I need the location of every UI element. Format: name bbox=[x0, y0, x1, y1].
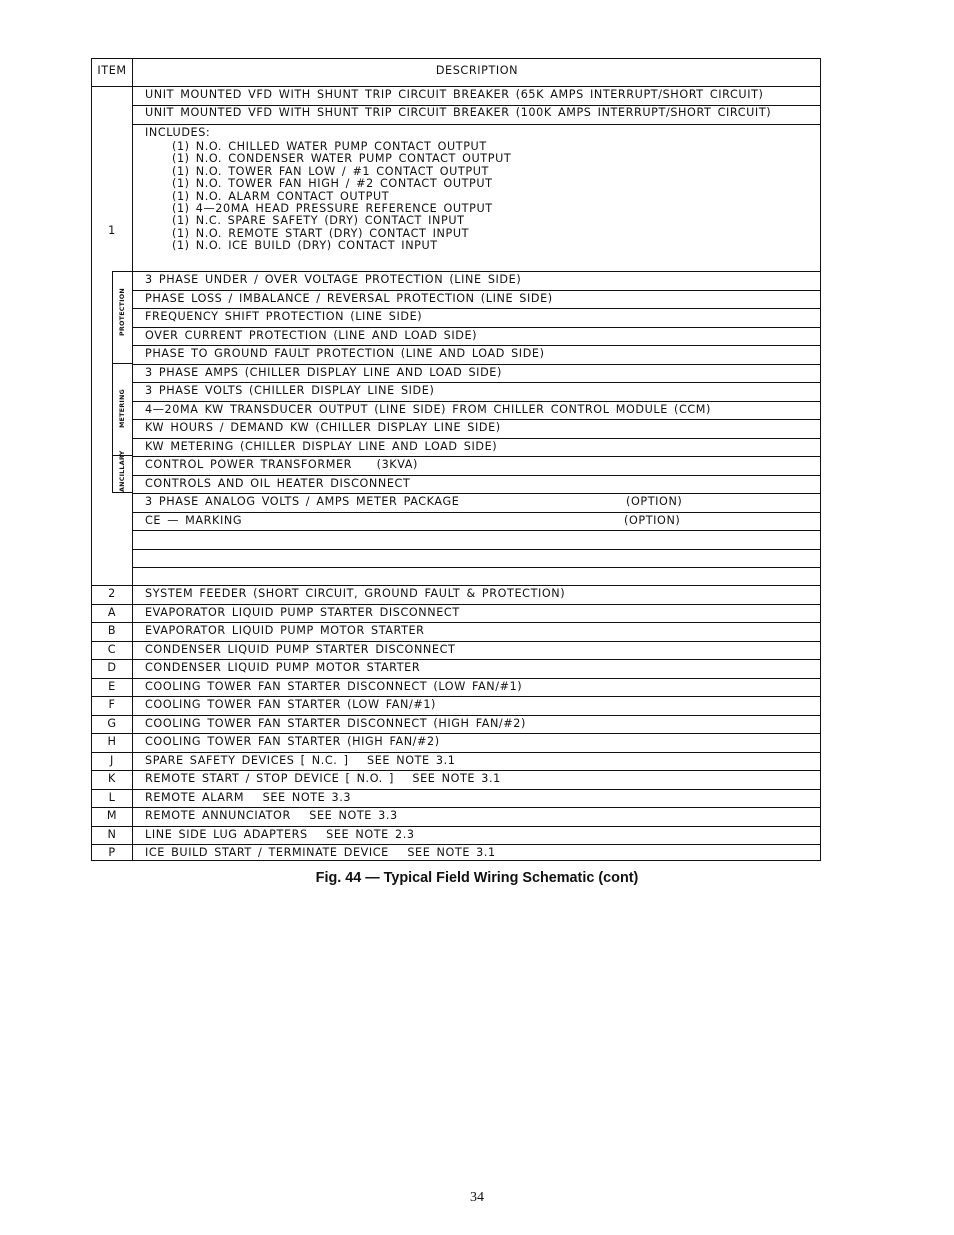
row-description: ICE BUILD START / TERMINATE DEVICE SEE NOTE 3.1 bbox=[145, 846, 496, 859]
row-description: COOLING TOWER FAN STARTER (HIGH FAN/#2) bbox=[145, 735, 440, 748]
row-item-code: E bbox=[108, 679, 116, 693]
feature-row: CE — MARKING bbox=[145, 513, 243, 527]
option-label: (OPTION) bbox=[624, 513, 681, 527]
row-item-code: H bbox=[107, 735, 117, 748]
option-label: (OPTION) bbox=[626, 495, 683, 508]
row-item-code: D bbox=[107, 661, 117, 674]
row-description: LINE SIDE LUG ADAPTERS SEE NOTE 2.3 bbox=[145, 827, 415, 841]
header-item: ITEM bbox=[97, 64, 127, 77]
header-description: DESCRIPTION bbox=[435, 64, 519, 77]
row-item-code: L bbox=[108, 790, 116, 804]
include-item: (1) N.O. ALARM CONTACT OUTPUT bbox=[172, 189, 390, 203]
includes-heading: INCLUDES: bbox=[145, 126, 211, 139]
row-item-code: C bbox=[107, 642, 117, 656]
feature-row: OVER CURRENT PROTECTION (LINE AND LOAD SIDE) bbox=[145, 328, 478, 342]
feature-row: PHASE LOSS / IMBALANCE / REVERSAL PROTECTION (LINE SIDE) bbox=[145, 291, 553, 305]
include-item: (1) 4—20MA HEAD PRESSURE REFERENCE OUTPUT bbox=[172, 202, 493, 215]
feature-row: KW METERING (CHILLER DISPLAY LINE AND LOAD SIDE) bbox=[145, 439, 498, 453]
row-item-code: F bbox=[108, 698, 116, 711]
include-item: (1) N.O. ICE BUILD (DRY) CONTACT INPUT bbox=[172, 239, 438, 253]
group-label-protection: PROTECTION bbox=[118, 288, 126, 336]
blank-row-divider bbox=[132, 567, 820, 568]
row-description: SYSTEM FEEDER (SHORT CIRCUIT, GROUND FAULT & PROTECTION) bbox=[145, 587, 566, 600]
row-vfd-100k: UNIT MOUNTED VFD WITH SHUNT TRIP CIRCUIT BREAKER (100K AMPS INTERRUPT/SHORT CIRCUIT) bbox=[145, 106, 772, 119]
row-description: EVAPORATOR LIQUID PUMP MOTOR STARTER bbox=[145, 624, 425, 637]
feature-row: CONTROLS AND OIL HEATER DISCONNECT bbox=[145, 476, 411, 490]
feature-row: 3 PHASE AMPS (CHILLER DISPLAY LINE AND LOAD SIDE) bbox=[145, 365, 502, 379]
group-bracket bbox=[112, 271, 113, 492]
feature-row: FREQUENCY SHIFT PROTECTION (LINE SIDE) bbox=[145, 310, 423, 323]
row-item-code: G bbox=[107, 716, 117, 730]
feature-row: 3 PHASE ANALOG VOLTS / AMPS METER PACKAGE bbox=[145, 495, 460, 508]
group-label-ancillary: ANCILLARY bbox=[118, 450, 126, 492]
row-item-code: B bbox=[107, 624, 117, 637]
row-item-code: K bbox=[108, 772, 116, 785]
feature-row: CONTROL POWER TRANSFORMER (3KVA) bbox=[145, 458, 418, 471]
row-description: COOLING TOWER FAN STARTER DISCONNECT (LOW FAN/#1) bbox=[145, 679, 523, 693]
blank-row-divider bbox=[132, 549, 820, 550]
row-description: REMOTE ALARM SEE NOTE 3.3 bbox=[145, 790, 352, 804]
section-divider bbox=[92, 585, 820, 586]
row-item-code: 2 bbox=[108, 587, 116, 600]
row-description: COOLING TOWER FAN STARTER DISCONNECT (HIGH FAN/#2) bbox=[145, 716, 526, 730]
row-item-code: M bbox=[106, 809, 118, 822]
row-description: EVAPORATOR LIQUID PUMP STARTER DISCONNECT bbox=[145, 605, 460, 619]
include-item: (1) N.O. TOWER FAN LOW / #1 CONTACT OUTPUT bbox=[172, 164, 489, 178]
feature-row: KW HOURS / DEMAND KW (CHILLER DISPLAY LINE SIDE) bbox=[145, 421, 501, 434]
page-number: 34 bbox=[470, 1190, 484, 1205]
row-description: CONDENSER LIQUID PUMP MOTOR STARTER bbox=[145, 661, 421, 674]
include-item: (1) N.O. REMOTE START (DRY) CONTACT INPUT bbox=[172, 226, 470, 240]
row-item-code: P bbox=[108, 846, 116, 859]
include-item: (1) N.C. SPARE SAFETY (DRY) CONTACT INPUT bbox=[172, 214, 465, 228]
row-item-code: N bbox=[107, 827, 117, 841]
row-description: SPARE SAFETY DEVICES [ N.C. ] SEE NOTE 3.1 bbox=[145, 753, 456, 767]
item-1-label: 1 bbox=[108, 224, 116, 237]
group-label-metering: METERING bbox=[118, 389, 126, 428]
feature-row: 3 PHASE UNDER / OVER VOLTAGE PROTECTION (LINE SIDE) bbox=[145, 273, 522, 286]
row-description: COOLING TOWER FAN STARTER (LOW FAN/#1) bbox=[145, 698, 437, 711]
row-item-code: J bbox=[110, 753, 114, 767]
row-description: REMOTE START / STOP DEVICE [ N.O. ] SEE NOTE 3.1 bbox=[145, 772, 501, 785]
include-item: (1) N.O. CHILLED WATER PUMP CONTACT OUTPUT bbox=[172, 140, 487, 153]
feature-row: 4—20MA KW TRANSDUCER OUTPUT (LINE SIDE) FROM CHILLER CONTROL MODULE (CCM) bbox=[145, 402, 712, 416]
include-item: (1) N.O. TOWER FAN HIGH / #2 CONTACT OUTPUT bbox=[172, 177, 493, 191]
feature-row: 3 PHASE VOLTS (CHILLER DISPLAY LINE SIDE) bbox=[145, 384, 435, 397]
wiring-table bbox=[91, 58, 821, 861]
figure-caption: Fig. 44 — Typical Field Wiring Schematic (cont) bbox=[315, 870, 639, 886]
item-column-divider bbox=[132, 59, 133, 860]
row-description: REMOTE ANNUNCIATOR SEE NOTE 3.3 bbox=[145, 809, 398, 822]
header-divider bbox=[92, 86, 820, 87]
row-item-code: A bbox=[107, 605, 117, 619]
feature-row: PHASE TO GROUND FAULT PROTECTION (LINE AND LOAD SIDE) bbox=[145, 347, 545, 360]
include-item: (1) N.O. CONDENSER WATER PUMP CONTACT OUTPUT bbox=[172, 152, 512, 166]
row-description: CONDENSER LIQUID PUMP STARTER DISCONNECT bbox=[145, 642, 456, 656]
row-vfd-65k: UNIT MOUNTED VFD WITH SHUNT TRIP CIRCUIT BREAKER (65K AMPS INTERRUPT/SHORT CIRCUIT) bbox=[145, 88, 764, 101]
